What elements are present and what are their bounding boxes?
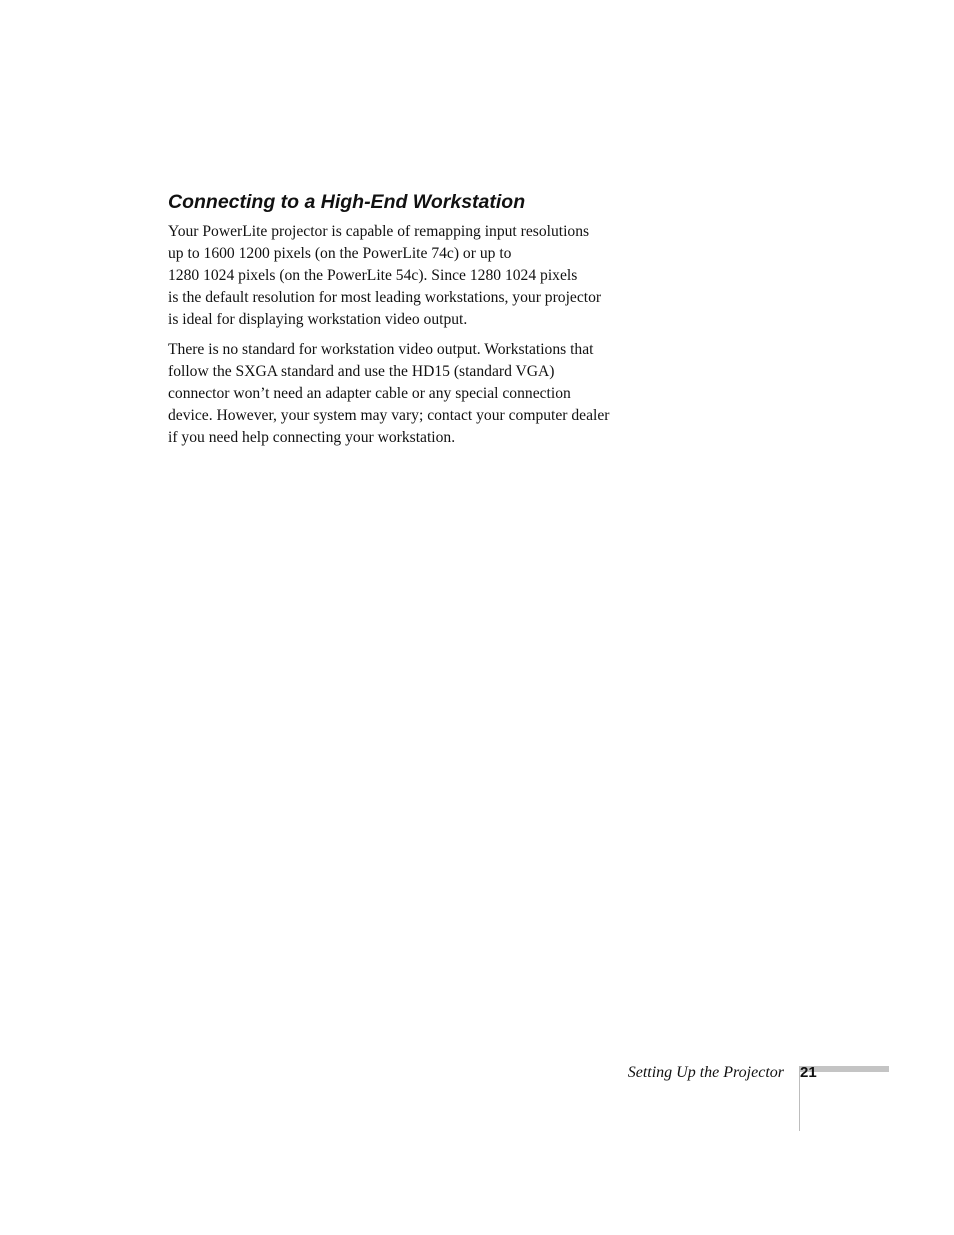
paragraph-line: is ideal for displaying workstation video output. [168,310,468,328]
paragraph-line: 1280 1024 pixels (on the PowerLite 54c). Since 1280 1024 pixels [168,266,578,284]
paragraph-line: is the default resolution for most leading workstations, your projector [168,288,602,306]
paragraph-line: up to 1600 1200 pixels (on the PowerLite 74c) or up to [168,244,512,262]
paragraph-line: There is no standard for workstation video output. Workstations that [168,341,594,358]
page-number: 21 [800,1064,817,1081]
section-heading: Connecting to a High-End Workstation [168,191,526,213]
paragraph-resolution [168,221,634,331]
paragraph-standard [168,339,634,449]
paragraph-line: device. However, your system may vary; contact your computer dealer [168,406,610,424]
footer-chapter-title: Setting Up the Projector [627,1064,784,1081]
paragraph-line: if you need help connecting your workstation. [168,428,456,446]
paragraph-line: follow the SXGA standard and use the HD15 (standard VGA) [168,362,555,380]
paragraph-line: connector won’t need an adapter cable or any special connection [168,384,571,402]
paragraph-line: Your PowerLite projector is capable of remapping input resolutions [168,223,590,240]
